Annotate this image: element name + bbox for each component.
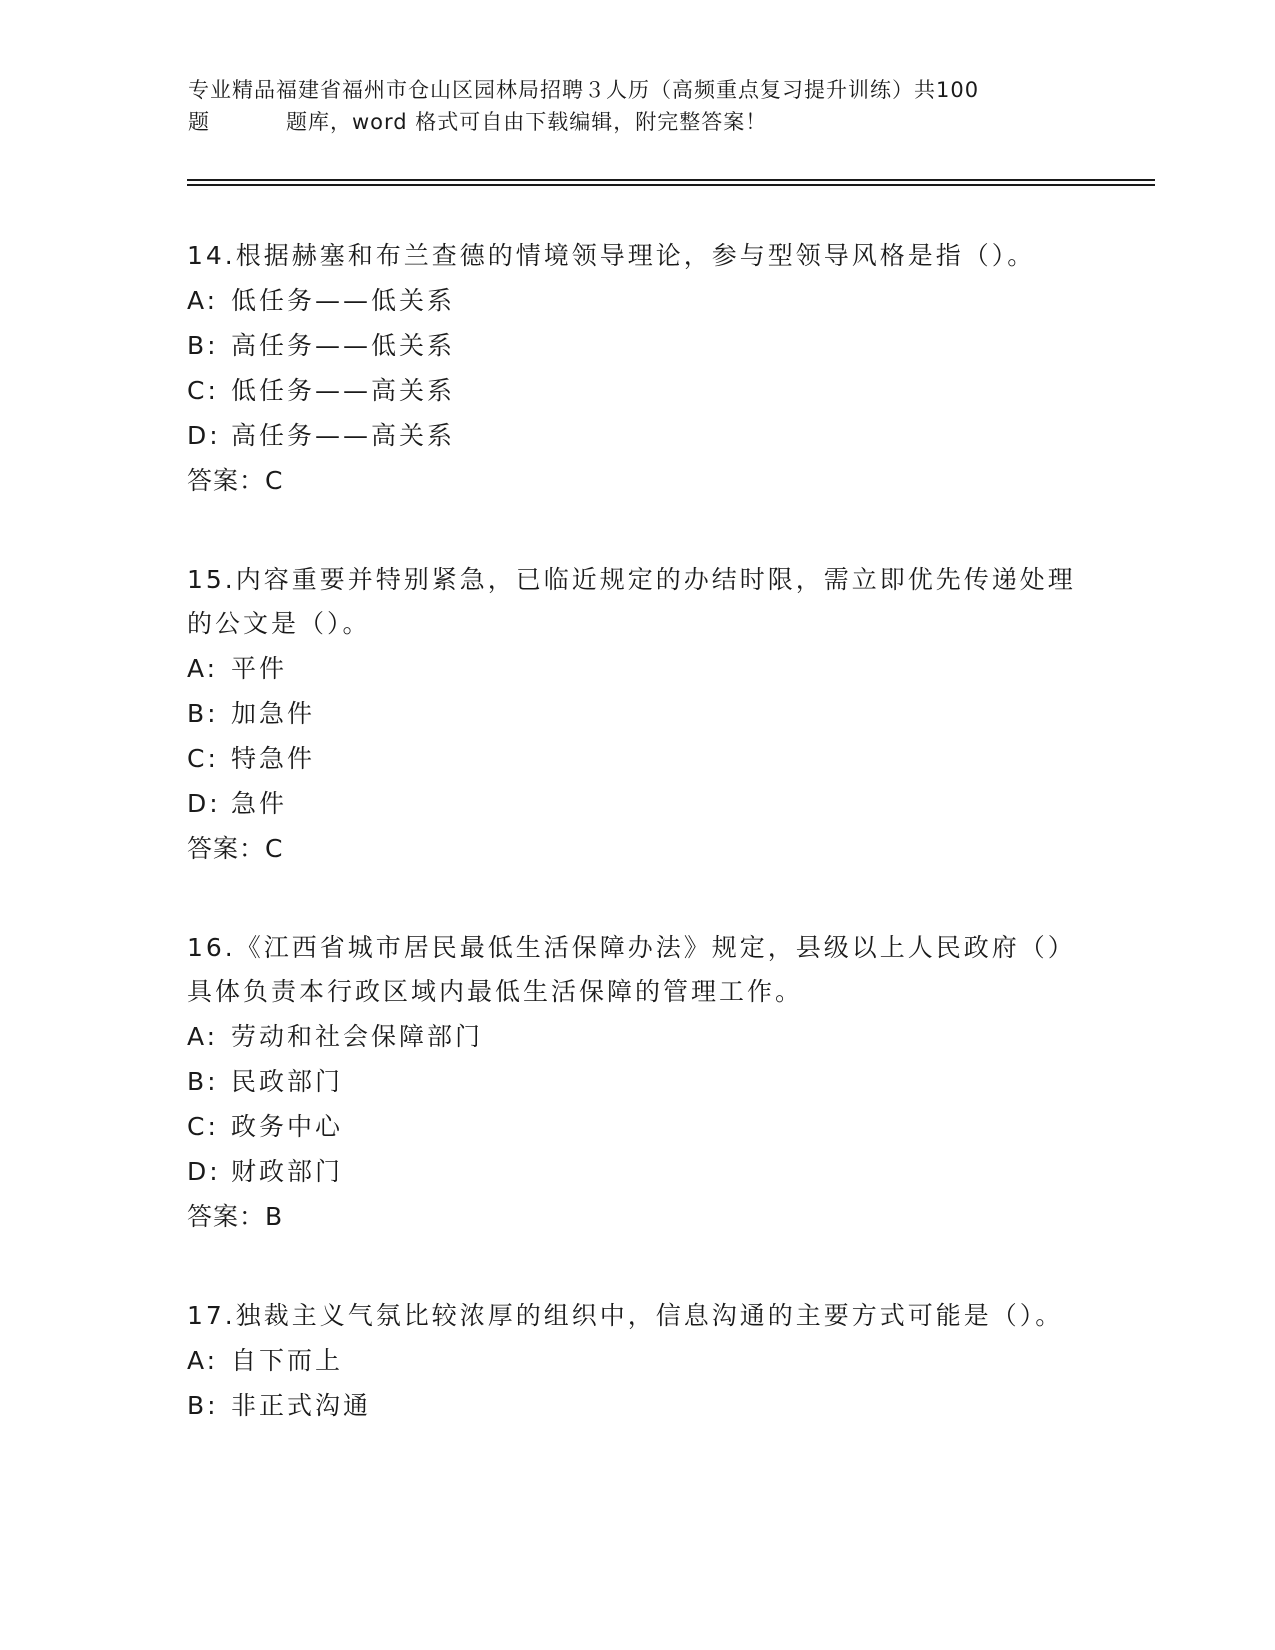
option-b	[187, 1059, 1087, 1104]
option-letter: B:	[187, 1067, 219, 1096]
question-15	[187, 558, 1087, 871]
option-letter: C:	[187, 376, 219, 405]
option-c	[187, 1104, 1087, 1149]
option-letter: A:	[187, 654, 219, 683]
question-14	[187, 234, 1087, 503]
option-c	[187, 368, 1087, 413]
option-text: 特急件	[231, 744, 316, 773]
option-a	[187, 1338, 1087, 1383]
option-b	[187, 323, 1087, 368]
header-title-lead: 题	[188, 110, 210, 134]
option-d	[187, 781, 1087, 826]
option-c	[187, 736, 1087, 781]
option-letter: C:	[187, 744, 219, 773]
header-title-line2	[188, 106, 1088, 138]
option-a	[187, 646, 1087, 691]
option-text: 低任务——高关系	[231, 376, 456, 405]
option-b	[187, 691, 1087, 736]
question-list	[187, 234, 1087, 1483]
option-d	[187, 1149, 1087, 1194]
question-17	[187, 1294, 1087, 1428]
option-letter: D:	[187, 789, 221, 818]
option-a	[187, 1014, 1087, 1059]
option-letter: A:	[187, 1022, 219, 1051]
question-text: 16.《江西省城市居民最低生活保障办法》规定，县级以上人民政府（）具体负责本行政区域内最低生活保障的管理工作。	[187, 933, 1076, 1006]
option-letter: D:	[187, 421, 221, 450]
header-rule-top	[187, 179, 1155, 181]
option-letter: B:	[187, 699, 219, 728]
option-letter: A:	[187, 286, 219, 315]
option-text: 高任务——低关系	[231, 331, 456, 360]
option-letter: B:	[187, 331, 219, 360]
option-a	[187, 278, 1087, 323]
answer-line: 答案：C	[187, 834, 284, 863]
header-title-rest: 题库，word 格式可自由下载编辑，附完整答案！	[286, 110, 768, 134]
question-text: 15.内容重要并特别紧急，已临近规定的办结时限，需立即优先传递处理的公文是（）。	[187, 565, 1076, 638]
answer-line: 答案：C	[187, 466, 284, 495]
option-text: 非正式沟通	[231, 1391, 372, 1420]
option-text: 自下而上	[231, 1346, 344, 1375]
option-text: 劳动和社会保障部门	[231, 1022, 484, 1051]
option-text: 急件	[231, 789, 288, 818]
option-b	[187, 1383, 1087, 1428]
header-rule-bottom	[187, 184, 1155, 186]
option-letter: D:	[187, 1157, 221, 1186]
header-title-line1: 专业精品福建省福州市仓山区园林局招聘３人历（高频重点复习提升训练）共100	[188, 78, 980, 102]
option-text: 低任务——低关系	[231, 286, 456, 315]
option-text: 财政部门	[231, 1157, 344, 1186]
option-d	[187, 413, 1087, 458]
question-text: 14.根据赫塞和布兰查德的情境领导理论，参与型领导风格是指（）。	[187, 241, 1036, 270]
option-letter: B:	[187, 1391, 219, 1420]
question-16	[187, 926, 1087, 1239]
option-letter: C:	[187, 1112, 219, 1141]
option-text: 民政部门	[231, 1067, 344, 1096]
option-text: 加急件	[231, 699, 316, 728]
option-text: 平件	[231, 654, 288, 683]
option-letter: A:	[187, 1346, 219, 1375]
option-text: 政务中心	[231, 1112, 344, 1141]
question-text: 17.独裁主义气氛比较浓厚的组织中，信息沟通的主要方式可能是（）。	[187, 1301, 1064, 1330]
document-header	[188, 74, 1088, 138]
answer-line: 答案：B	[187, 1202, 284, 1231]
option-text: 高任务——高关系	[231, 421, 456, 450]
